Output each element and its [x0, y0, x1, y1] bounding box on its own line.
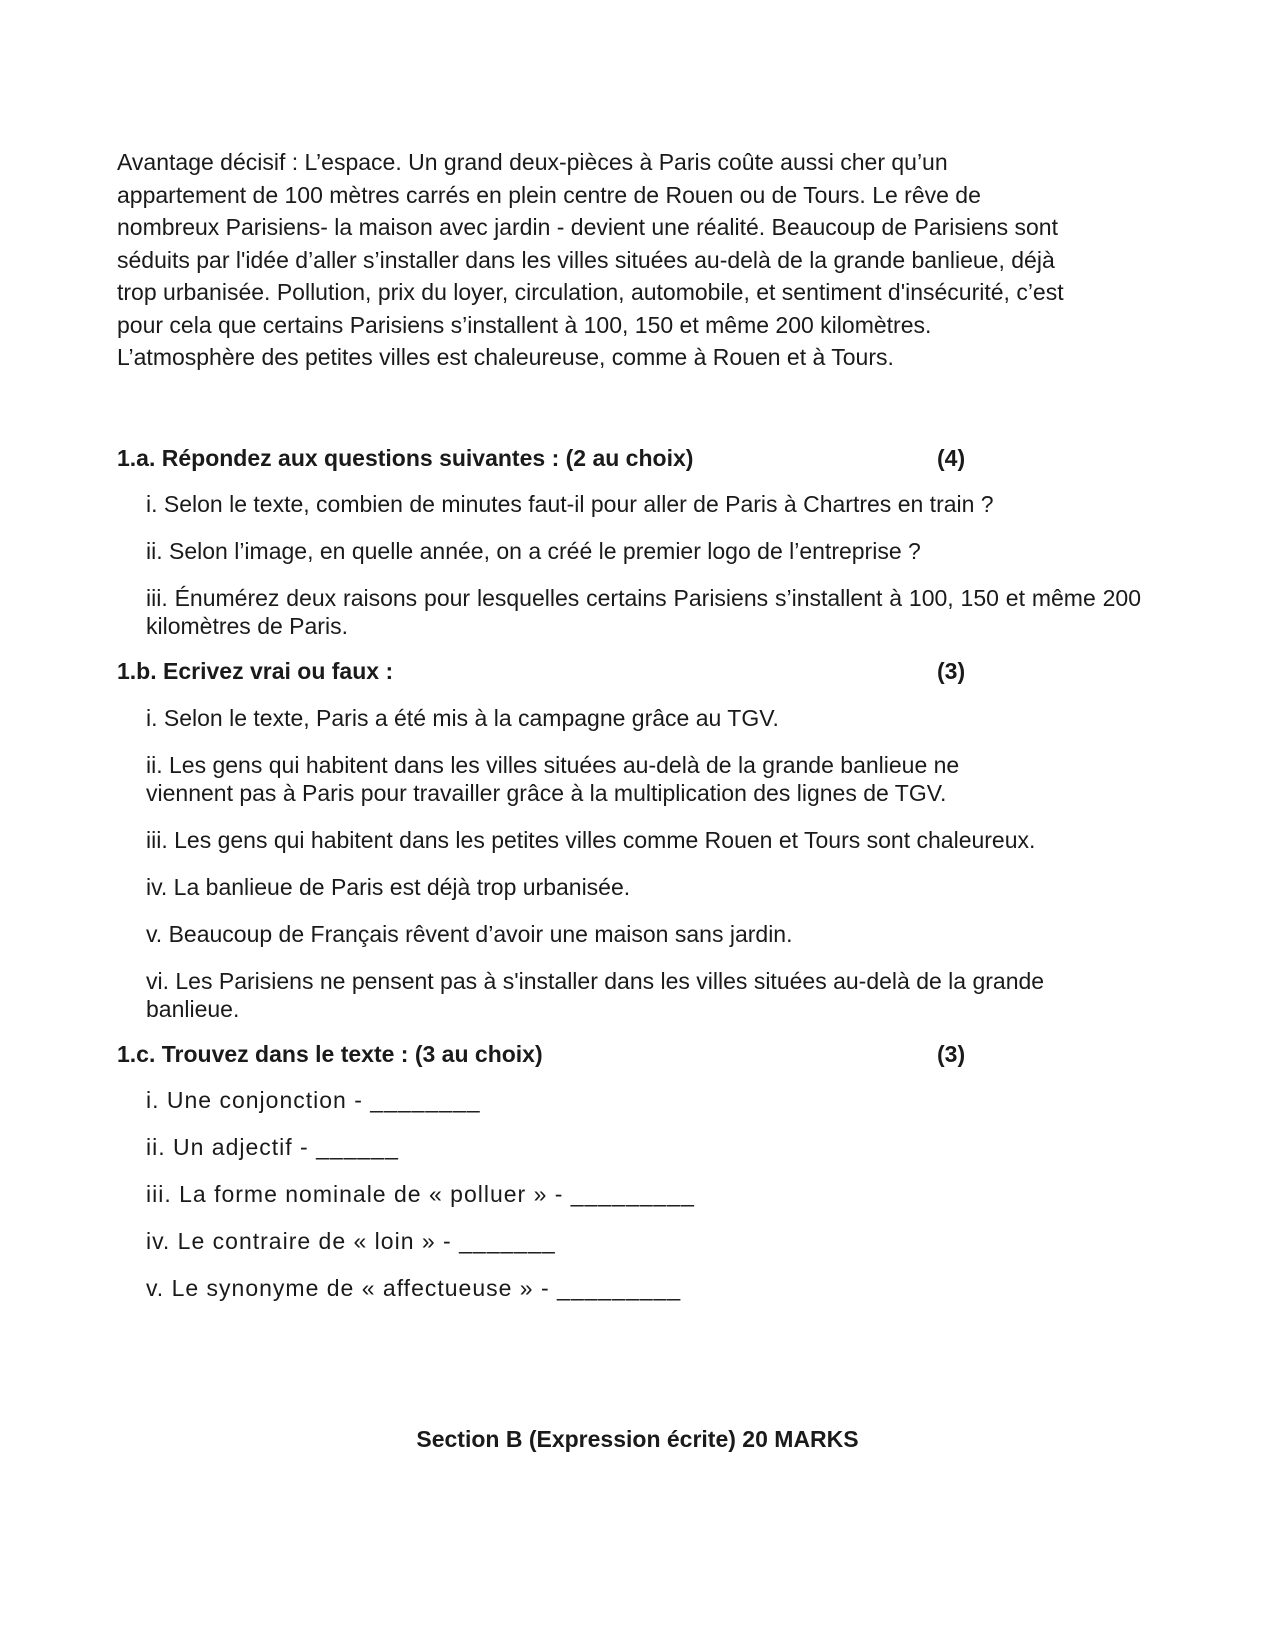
- passage-line: Avantage décisif : L’espace. Un grand deux-pièces à Paris coûte aussi cher qu’un: [117, 149, 948, 175]
- question-1a-item-i: i. Selon le texte, combien de minutes faut-il pour aller de Paris à Chartres en train ?: [146, 490, 994, 517]
- question-1a-item-iii: iii. Énumérez deux raisons pour lesquelles certains Parisiens s’installent à 100, 150 et même 200 kilomètres de Paris.: [146, 584, 1141, 639]
- question-1b-marks: (3): [937, 657, 966, 684]
- question-1c-item-i: i. Une conjonction - ________: [146, 1086, 481, 1113]
- question-1b-item-v: v. Beaucoup de Français rêvent d’avoir une maison sans jardin.: [146, 920, 793, 947]
- question-1a-marks: (4): [937, 444, 966, 471]
- reading-passage: [117, 146, 1141, 374]
- question-1b-item-iii: iii. Les gens qui habitent dans les petites villes comme Rouen et Tours sont chaleureux.: [146, 826, 1036, 853]
- question-1c-item-v: v. Le synonyme de « affectueuse » - _________: [146, 1274, 682, 1301]
- document-page: [117, 146, 1141, 1302]
- section-b-title: Section B (Expression écrite) 20 MARKS: [416, 1426, 859, 1452]
- passage-line: L’atmosphère des petites villes est chaleureuse, comme à Rouen et à Tours.: [117, 344, 894, 370]
- passage-line: appartement de 100 mètres carrés en plein centre de Rouen ou de Tours. Le rêve de: [117, 181, 981, 208]
- question-1b-item-vi: vi. Les Parisiens ne pensent pas à s'installer dans les villes situées au-delà de la grande banlieue.: [146, 967, 1045, 1022]
- question-1c-heading: [117, 1039, 1141, 1069]
- question-1c-marks: (3): [937, 1040, 966, 1067]
- question-1c-item-ii: ii. Un adjectif - ______: [146, 1133, 399, 1160]
- question-1b-item-ii: ii. Les gens qui habitent dans les villes situées au-delà de la grande banlieue ne viennent pas à Paris pour travailler grâce à la multiplication des lignes de TGV.: [146, 751, 960, 806]
- question-1a-title: 1.a. Répondez aux questions suivantes : (2 au choix): [117, 444, 694, 471]
- question-1c-item-iii: iii. La forme nominale de « polluer » - _________: [146, 1180, 695, 1207]
- question-1b-item-iv: iv. La banlieue de Paris est déjà trop urbanisée.: [146, 873, 631, 900]
- question-1a-heading: [117, 443, 1141, 473]
- question-1b-item-i: i. Selon le texte, Paris a été mis à la campagne grâce au TGV.: [146, 704, 779, 731]
- passage-line: trop urbanisée. Pollution, prix du loyer, circulation, automobile, et sentiment d'insécurité, c’est: [117, 279, 1064, 305]
- question-1c-title: 1.c. Trouvez dans le texte : (3 au choix): [117, 1040, 543, 1067]
- question-1b-title: 1.b. Ecrivez vrai ou faux :: [117, 657, 394, 684]
- passage-line: nombreux Parisiens- la maison avec jardin - devient une réalité. Beaucoup de Parisiens sont: [117, 214, 1058, 240]
- passage-line: pour cela que certains Parisiens s’installent à 100, 150 et même 200 kilomètres.: [117, 311, 932, 338]
- question-1b-heading: [117, 656, 1141, 686]
- question-1c-item-iv: iv. Le contraire de « loin » - _______: [146, 1227, 556, 1254]
- passage-line: séduits par l'idée d’aller s’installer dans les villes situées au-delà de la grande banlieue, déjà: [117, 246, 1055, 273]
- question-1a-item-ii: ii. Selon l’image, en quelle année, on a créé le premier logo de l’entreprise ?: [146, 537, 921, 564]
